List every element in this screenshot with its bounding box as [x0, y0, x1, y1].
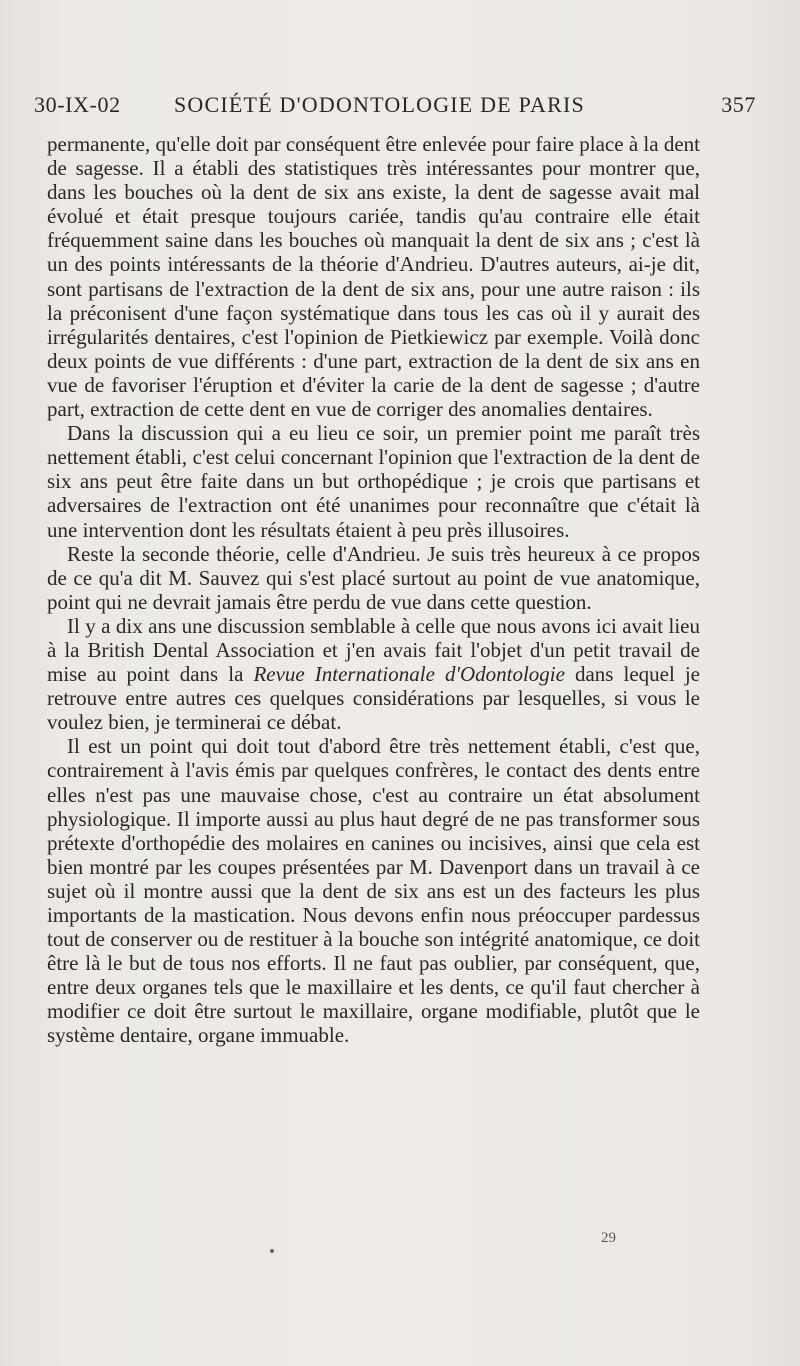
paragraph-text: permanente, qu'elle doit par conséquent être enlevée pour faire place à la dent de sagesse. Il a établi des statistiques très intéressantes pour montrer que, dans les bouches où la dent de six ans existe, la dent de sagesse avait mal évolué et était presque toujours cariée, tandis qu'au contraire elle était fréquemment saine dans les bouches où manquait la dent de six ans ; c'est là un des points intéressants de la théorie d'Andrieu. D'autres auteurs, ai-je dit, sont partisans de l'extraction de la dent de six ans, pour une autre raison : ils la préconisent d'une façon systématique dans tous les cas où il y aurait des irrégularités dentaires, c'est l'opinion de Pietkiewicz par exemple. Voilà donc deux points de vue différents : d'une part, extraction de la dent de six ans en vue de favoriser l'éruption et d'éviter la carie de la dent de sagesse ; d'autre part, extraction de cette dent en vue de corriger des anomalies dentaires. [47, 132, 700, 422]
body-text [47, 132, 700, 1048]
header-title: SOCIÉTÉ D'ODONTOLOGIE DE PARIS [174, 92, 585, 117]
page-number: 357 [721, 92, 756, 117]
signature-mark: 29 [601, 1230, 616, 1246]
paragraph-text: Il y a dix ans une discussion semblable à celle que nous avons ici avait lieu à la British Dental Association et j'en avais fait l'objet d'un petit travail de mise au point dans la [47, 613, 700, 687]
paragraph-text: Dans la discussion qui a eu lieu ce soir, un premier point me paraît très nettement établi, c'est celui concernant l'opinion que l'extraction de la dent de six ans peut être faite dans un but orthopédique ; je crois que partisans et adversaires de l'extraction ont été unanimes pour reconnaître que c'était là une intervention dont les résultats étaient à peu près illusoires. [47, 421, 700, 542]
journal-title: Revue Internationale d'Odontologie [253, 662, 565, 687]
paragraph [47, 421, 700, 541]
paragraph [47, 614, 700, 734]
paragraph [47, 132, 700, 421]
running-header [34, 92, 756, 126]
paragraph-text: Reste la seconde théorie, celle d'Andrieu. Je suis très heureux à ce propos de ce qu'a dit M. Sauvez qui s'est placé surtout au point de vue anatomique, point qui ne devrait jamais être perdu de vue dans cette question. [47, 541, 700, 614]
paragraph-text: Il est un point qui doit tout d'abord être très nettement établi, c'est que, contrairement à l'avis émis par quelques confrères, le contact des dents entre elles n'est pas une mauvaise chose, c'est au contraire un état absolument physiologique. Il importe aussi au plus haut degré de ne pas transformer sous prétexte d'orthopédie des molaires en canines ou incisives, ainsi que cela est bien montré par les coupes présentées par M. Davenport dans un travail à ce sujet où il montre aussi que la dent de six ans est un des facteurs les plus importants de la mastication. Nous devons enfin nous préoccuper pardessus tout de conserver ou de restituer à la bouche son intégrité anatomique, ce doit être là le but de tous nos efforts. Il ne faut pas oublier, par conséquent, que, entre deux organes tels que le maxillaire et les dents, ce qu'il faut chercher à modifier ce doit être surtout le maxillaire, organe modifiable, plutôt que le système dentaire, organe immuable. [47, 734, 700, 1048]
paragraph [47, 734, 700, 1047]
header-date: 30-IX-02 [34, 92, 121, 117]
paragraph [47, 542, 700, 614]
paragraph-text: dans lequel je retrouve entre autres ces quelques considérations par lesquelles, si vous le voulez bien, je terminerai ce débat. [47, 662, 700, 735]
ink-speck [270, 1249, 274, 1253]
